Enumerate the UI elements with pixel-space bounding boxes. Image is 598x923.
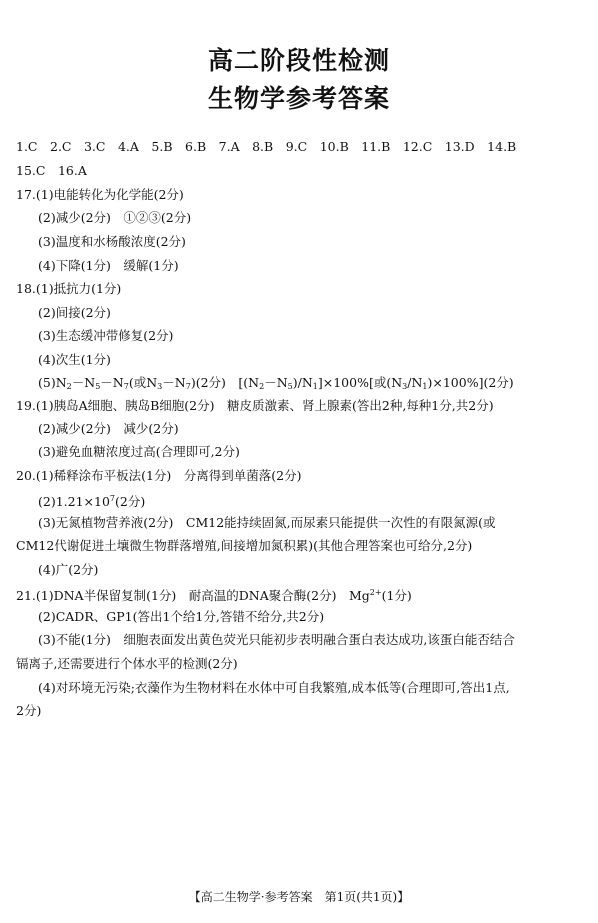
q18-part3: (3)生态缓冲带修复(2分) <box>38 328 174 343</box>
q19-part1: 19.(1)胰岛A细胞、胰岛B细胞(2分) 糖皮质激素、肾上腺素(答出2种,每种1分,共2分) <box>16 398 494 413</box>
q17-part1: 17.(1)电能转化为化学能(2分) <box>16 187 184 202</box>
q19-part2: (2)减少(2分) 减少(2分) <box>38 421 179 436</box>
document-subtitle: 生物学参考答案 <box>207 84 390 113</box>
q20-part4: (4)广(2分) <box>38 562 99 577</box>
q21-part3-line2: 镉离子,还需要进行个体水平的检测(2分) <box>16 656 238 671</box>
q20-part2: $(2)1.21\times 10^7(2$分) <box>38 494 146 509</box>
q20-part3-line2: CM12代谢促进土壤微生物群落增殖,间接增加氮积累)(其他合理答案也可给分,2分) <box>16 538 473 553</box>
document-title: 高二阶段性检测 <box>207 46 390 75</box>
q21-part4-line2: 2分) <box>16 703 42 718</box>
q19-part3: (3)避免血糖浓度过高(合理即可,2分) <box>38 444 240 459</box>
q20-part1: 20.(1)稀释涂布平板法(1分) 分离得到单菌落(2分) <box>16 468 302 483</box>
q18-part2: (2)间接(2分) <box>38 305 111 320</box>
q17-part3: (3)温度和水杨酸浓度(2分) <box>38 234 186 249</box>
q21-part1: 21.(1)DNA半保留复制(1分) 耐高温的DNA聚合酶(2分) $Mg^{2+}(1$分) <box>16 588 412 603</box>
q17-part2: (2)减少(2分) ①②③(2分) <box>38 210 192 225</box>
q18-part5: (5)N2－N5－N7(或N3－N7)(2分) [(N2－N5)/N1]×100%[或(N3/N1)×100%](2分) <box>38 375 514 391</box>
q18-part4: (4)次生(1分) <box>38 352 111 367</box>
q20-part3-line1: (3)无氮植物营养液(2分) CM12能持续固氮,而尿素只能提供一次性的有限氮源(或 <box>38 515 496 530</box>
q17-part4: (4)下降(1分) 缓解(1分) <box>38 258 179 273</box>
page-footer: 【高二生物学·参考答案 第1页(共1页)】 <box>188 890 410 904</box>
q21-part2: (2)CADR、GP1(答出1个给1分,答错不给分,共2分) <box>38 609 325 624</box>
q21-part4-line1: (4)对环境无污染;衣藻作为生物材料在水体中可自我繁殖,成本低等(合理即可,答出1点, <box>38 680 510 695</box>
mc-answers-line-2: 15.C 16.A <box>16 163 87 178</box>
q18-part1: 18.(1)抵抗力(1分) <box>16 281 122 296</box>
mc-answers-line-1: 1.C 2.C 3.C 4.A 5.B 6.B 7.A 8.B 9.C 10.B 11.B 12.C 13.D 14.B <box>16 139 517 154</box>
q21-part3-line1: (3)不能(1分) 细胞表面发出黄色荧光只能初步表明融合蛋白表达成功,该蛋白能否结合 <box>38 632 515 647</box>
